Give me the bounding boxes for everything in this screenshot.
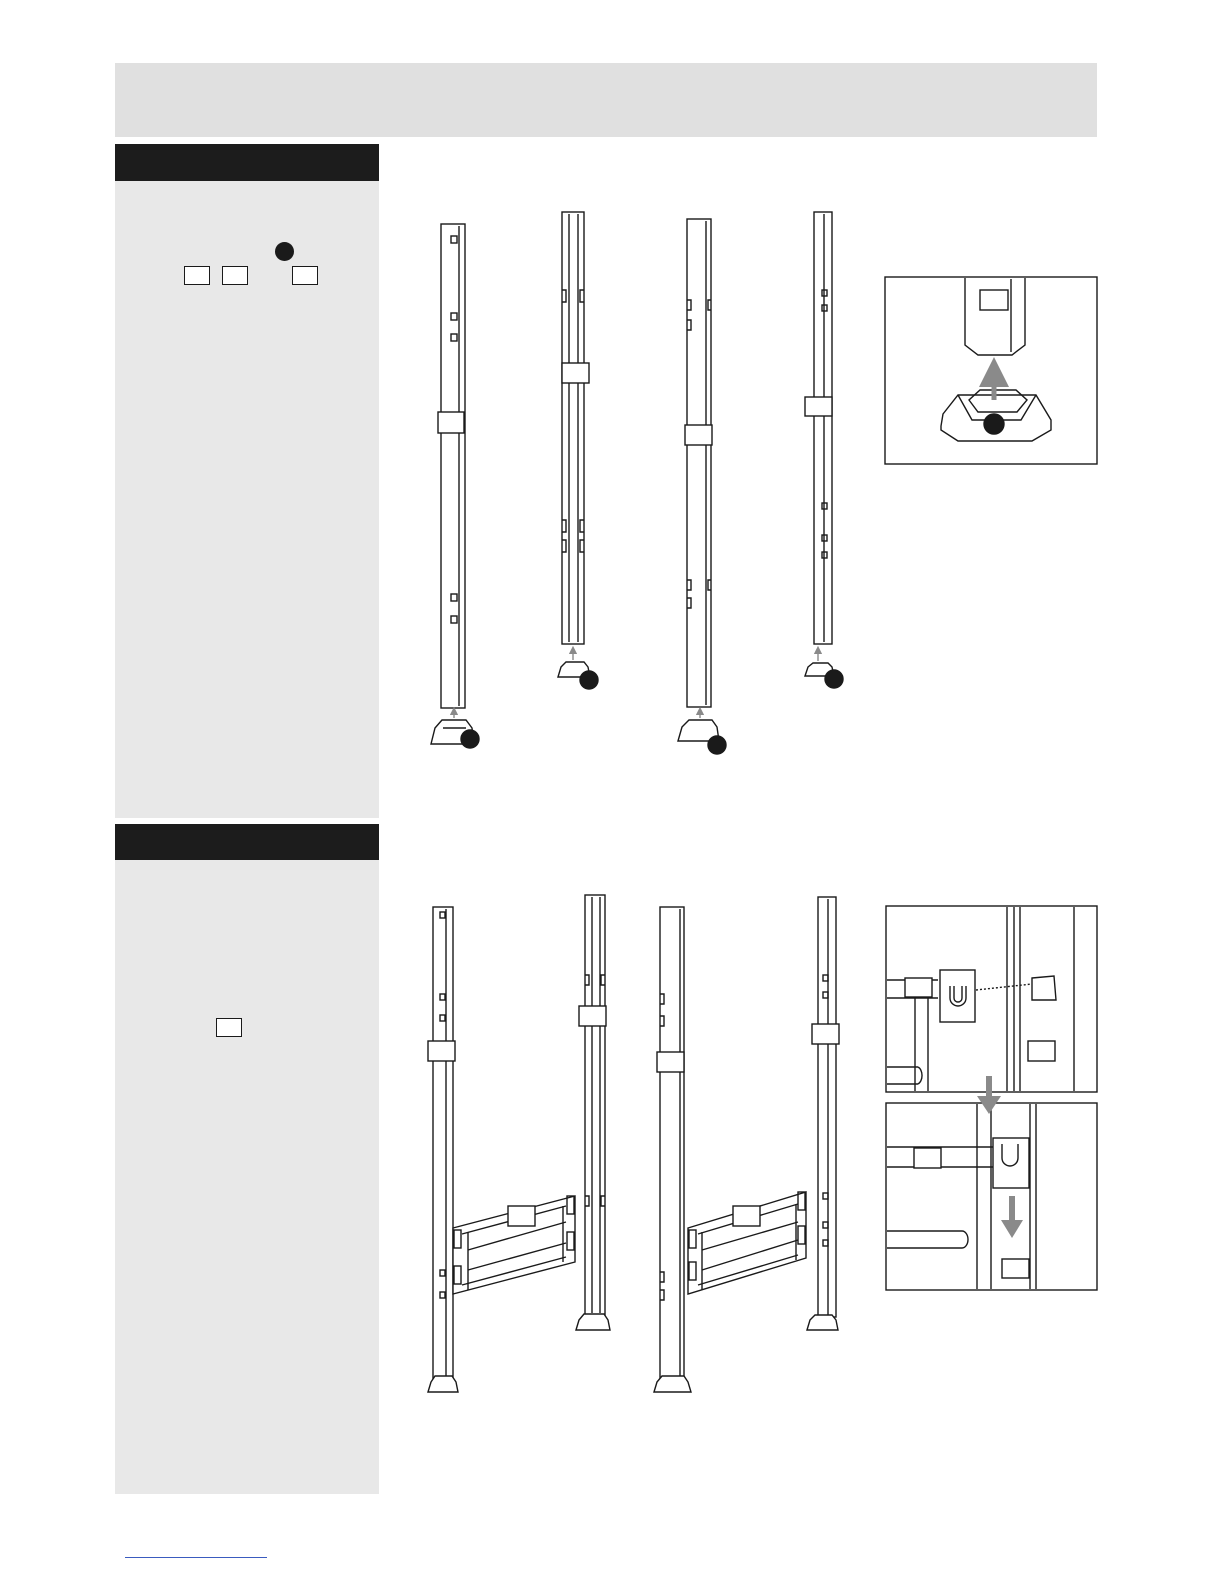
bracket-hook-icon (993, 1138, 1029, 1188)
post-icon (576, 895, 610, 1330)
footer-link-underline[interactable] (125, 1557, 267, 1558)
post-icon (428, 907, 458, 1392)
side-frame-icon (453, 1196, 575, 1294)
post-icon (685, 219, 712, 707)
post-icon (805, 212, 832, 644)
foot-cap-icon (558, 650, 598, 689)
foot-cap-icon (678, 711, 726, 754)
foot-cap-icon (805, 650, 843, 688)
post-icon (807, 897, 839, 1330)
bracket-detail-inset-bottom (886, 1103, 1097, 1290)
side-frame-icon (688, 1192, 806, 1294)
bracket-hook-icon (940, 970, 975, 1022)
post-icon (654, 907, 691, 1392)
post-icon (562, 212, 589, 644)
bracket-detail-inset-top (886, 906, 1097, 1092)
foot-cap-icon (431, 711, 479, 748)
post-icon (438, 224, 465, 708)
